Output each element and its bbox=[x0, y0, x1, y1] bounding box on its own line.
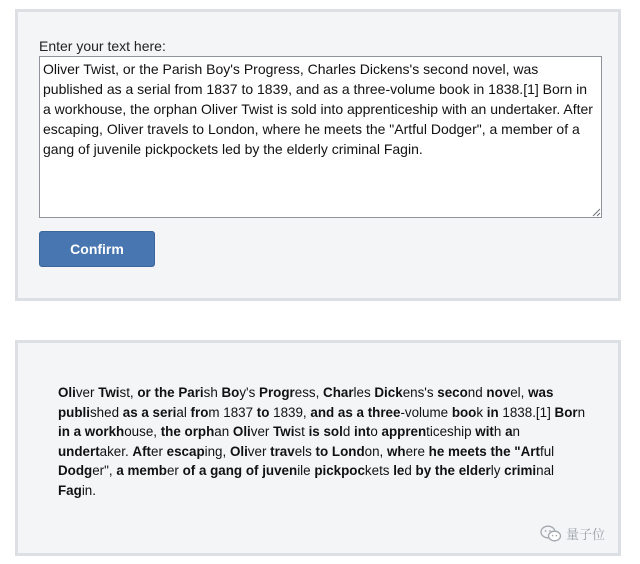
output-word-rest: ver bbox=[250, 424, 274, 440]
output-word-rest: nal bbox=[536, 463, 555, 479]
output-word-bold: meets bbox=[448, 443, 491, 459]
output-word-bold: Dick bbox=[374, 385, 403, 400]
output-word-bold: to bbox=[315, 443, 332, 459]
output-word-bold: wit bbox=[475, 424, 494, 440]
output-word-bold: a bbox=[141, 404, 153, 420]
input-label: Enter your text here: bbox=[39, 38, 166, 54]
output-word-rest: an bbox=[214, 424, 233, 440]
output-word-bold: trav bbox=[270, 443, 295, 459]
output-word-bold: Twi bbox=[98, 385, 120, 400]
watermark bbox=[540, 524, 605, 543]
output-word-bold: to bbox=[256, 404, 274, 420]
output-word-bold: Fag bbox=[58, 482, 82, 498]
output-word-rest: shed bbox=[89, 404, 123, 420]
output-word-bold: the bbox=[490, 443, 515, 459]
output-word-bold: the bbox=[160, 424, 185, 440]
output-word-bold: by bbox=[415, 463, 435, 479]
output-word-rest: d bbox=[342, 424, 354, 440]
output-word-bold: was bbox=[528, 385, 554, 400]
output-word-rest: ouse, bbox=[124, 424, 161, 440]
output-word-bold: appren bbox=[381, 424, 427, 440]
confirm-button[interactable]: Confirm bbox=[39, 231, 155, 267]
output-word-rest: er bbox=[151, 443, 167, 459]
output-word-bold: crimi bbox=[504, 463, 537, 479]
output-word-rest: on, bbox=[364, 443, 387, 459]
output-word-rest: aker. bbox=[99, 443, 133, 459]
output-word-rest: er bbox=[166, 463, 183, 479]
output-word-bold: Pari bbox=[178, 385, 204, 400]
resize-grip-icon[interactable] bbox=[591, 207, 601, 217]
output-word-bold: publi bbox=[58, 404, 90, 420]
output-word-bold: Progr bbox=[259, 385, 295, 400]
output-word-rest: er", bbox=[92, 463, 117, 479]
output-word-rest: nd bbox=[467, 385, 487, 400]
output-word-bold: Oli bbox=[229, 443, 248, 459]
output-word-rest: els bbox=[294, 443, 316, 459]
output-panel bbox=[15, 340, 621, 556]
output-word-rest: in. bbox=[81, 482, 96, 498]
output-word-rest: ful bbox=[539, 443, 555, 459]
output-word-bold: Oli bbox=[58, 385, 76, 400]
output-word-rest: -volume bbox=[400, 404, 452, 420]
output-word-rest: 1838.[1] bbox=[502, 404, 555, 420]
output-word-bold: as bbox=[122, 404, 142, 420]
output-word-bold: seco bbox=[437, 385, 468, 400]
output-word-bold: of bbox=[245, 463, 263, 479]
output-word-bold: wh bbox=[386, 443, 406, 459]
output-word-bold: int bbox=[353, 424, 371, 440]
output-word-bold: pickpoc bbox=[314, 463, 365, 479]
output-word-bold: a bbox=[198, 463, 211, 479]
wechat-icon bbox=[540, 525, 562, 543]
output-word-rest: el, bbox=[510, 385, 529, 400]
output-word-rest: ing, bbox=[204, 443, 230, 459]
output-word-bold: nov bbox=[486, 385, 511, 400]
output-word-bold: in bbox=[58, 424, 74, 440]
output-word-bold: Oli bbox=[232, 424, 251, 440]
output-word-bold: Char bbox=[323, 385, 354, 400]
output-word-rest: y's bbox=[239, 385, 260, 400]
output-word-bold: is bbox=[308, 424, 324, 440]
output-word-rest: m bbox=[208, 404, 224, 420]
output-word-bold: and bbox=[310, 404, 338, 420]
output-word-bold: Dodg bbox=[58, 463, 93, 479]
output-word-bold: juven bbox=[262, 463, 298, 479]
output-word-rest: ere bbox=[405, 443, 429, 459]
output-word-bold: Aft bbox=[132, 443, 152, 459]
output-word-rest: ile bbox=[297, 463, 315, 479]
output-word-bold: Bo bbox=[221, 385, 240, 400]
output-word-bold: le bbox=[393, 463, 405, 479]
output-word-rest: n bbox=[512, 424, 520, 440]
output-word-bold: gang bbox=[210, 463, 246, 479]
output-word-rest: al bbox=[176, 404, 191, 420]
output-word-bold: undert bbox=[58, 443, 100, 459]
output-word-rest: ens's bbox=[402, 385, 438, 400]
output-word-bold: the bbox=[154, 385, 179, 400]
output-word-bold: fro bbox=[190, 404, 209, 420]
output-word-rest: ly bbox=[490, 463, 505, 479]
output-word-bold: escap bbox=[166, 443, 205, 459]
output-word-rest: les bbox=[353, 385, 375, 400]
output-word-bold: orph bbox=[184, 424, 215, 440]
output-word-bold: or bbox=[137, 385, 155, 400]
output-word-rest: 1839, bbox=[273, 404, 311, 420]
output-word-bold: a bbox=[505, 424, 513, 440]
output-word-bold: he bbox=[428, 443, 449, 459]
output-word-rest: st bbox=[294, 424, 309, 440]
output-word-rest: d bbox=[404, 463, 416, 479]
output-word-rest: o bbox=[370, 424, 382, 440]
output-word-bold: workh bbox=[84, 424, 125, 440]
output-word-rest: ver bbox=[247, 443, 271, 459]
output-word-bold: elder bbox=[458, 463, 491, 479]
output-word-bold: a bbox=[73, 424, 85, 440]
output-word-rest: st, bbox=[119, 385, 138, 400]
output-word-bold: boo bbox=[451, 404, 477, 420]
output-word-bold: Bor bbox=[554, 404, 578, 420]
output-word-rest: 1837 bbox=[223, 404, 257, 420]
output-word-bold: of bbox=[182, 463, 199, 479]
output-word-bold: in bbox=[486, 404, 503, 420]
output-word-bold: the bbox=[434, 463, 459, 479]
output-word-bold: as bbox=[337, 404, 357, 420]
output-word-bold: "Art bbox=[514, 443, 540, 459]
output-word-bold: seri bbox=[152, 404, 177, 420]
output-word-rest: ess, bbox=[294, 385, 324, 400]
output-word-bold: memb bbox=[127, 463, 167, 479]
output-word-bold: a bbox=[116, 463, 128, 479]
watermark-text: 量子位 bbox=[566, 527, 606, 542]
output-word-bold: sol bbox=[323, 424, 343, 440]
output-word-rest: ticeship bbox=[426, 424, 476, 440]
text-input[interactable] bbox=[39, 56, 602, 218]
output-word-bold: Lond bbox=[331, 443, 365, 459]
output-word-rest: h bbox=[493, 424, 506, 440]
output-word-bold: Twi bbox=[273, 424, 295, 440]
output-word-rest: kets bbox=[364, 463, 394, 479]
input-panel bbox=[15, 9, 621, 301]
output-word-rest: ver bbox=[75, 385, 99, 400]
bionic-output-text bbox=[58, 383, 588, 501]
output-word-rest: sh bbox=[203, 385, 222, 400]
output-word-rest: n bbox=[577, 404, 586, 420]
output-word-rest: k bbox=[476, 404, 487, 420]
output-word-bold: three bbox=[367, 404, 401, 420]
output-word-bold: a bbox=[356, 404, 368, 420]
